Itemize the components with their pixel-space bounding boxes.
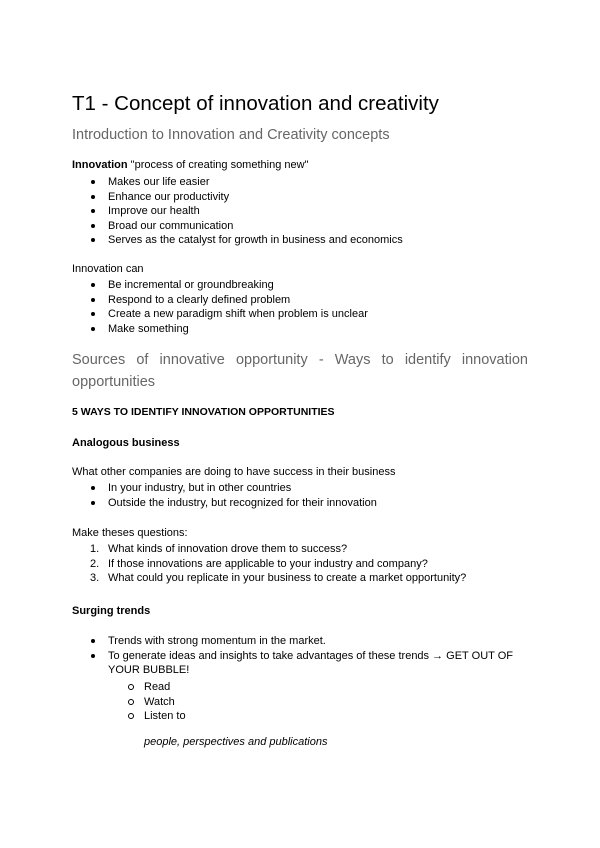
surging-bullets xyxy=(72,634,528,678)
innovation-benefits-list xyxy=(72,175,403,248)
sources-heading: Sources of innovative opportunity - Ways to identify innovation opportunities xyxy=(72,352,528,390)
list-number: 2. xyxy=(90,557,100,570)
list-item: Watch xyxy=(126,695,186,710)
list-item: Serves as the catalyst for growth in business and economics xyxy=(72,233,403,248)
list-item: Respond to a clearly defined problem xyxy=(72,293,368,308)
list-number: 1. xyxy=(90,543,100,555)
list-number: 3. xyxy=(90,572,100,584)
surging-sub-list xyxy=(126,680,186,724)
section-subtitle: Introduction to Innovation and Creativity concepts xyxy=(72,127,390,143)
analogous-bullets xyxy=(72,481,377,510)
list-item xyxy=(72,557,466,572)
list-item: Improve our health xyxy=(72,204,403,219)
list-item: Trends with strong momentum in the market. xyxy=(72,634,528,649)
question-text: If those innovations are applicable to your industry and company? xyxy=(108,557,428,570)
list-item: Enhance our productivity xyxy=(72,190,403,205)
list-item: In your industry, but in other countries xyxy=(72,481,377,496)
list-item: Be incremental or groundbreaking xyxy=(72,278,368,293)
list-item: Read xyxy=(126,680,186,695)
list-item: Broad our communication xyxy=(72,219,403,234)
analogous-heading: Analogous business xyxy=(72,437,180,449)
innovation-definition xyxy=(72,158,308,173)
five-ways-heading: 5 WAYS TO IDENTIFY INNOVATION OPPORTUNITIES xyxy=(72,406,335,418)
innovation-can-label: Innovation can xyxy=(72,263,144,275)
analogous-intro: What other companies are doing to have success in their business xyxy=(72,466,396,478)
list-item xyxy=(72,542,466,557)
innovation-can-list xyxy=(72,278,368,336)
surging-heading: Surging trends xyxy=(72,605,151,617)
list-item: Make something xyxy=(72,322,368,337)
innovation-term: Innovation xyxy=(72,159,128,171)
document-title: T1 - Concept of innovation and creativity xyxy=(72,92,439,115)
list-item: To generate ideas and insights to take advantages of these trends → GET OUT OF YOUR BUBBLE! xyxy=(72,649,528,678)
question-text: What could you replicate in your business to create a market opportunity? xyxy=(108,572,467,584)
list-item: Create a new paradigm shift when problem is unclear xyxy=(72,307,368,322)
list-item: Makes our life easier xyxy=(72,175,403,190)
list-item xyxy=(72,571,466,586)
questions-label: Make theses questions: xyxy=(72,527,188,539)
questions-list xyxy=(72,542,466,586)
list-item: Outside the industry, but recognized for their innovation xyxy=(72,496,377,511)
surging-note: people, perspectives and publications xyxy=(144,736,328,748)
innovation-definition-text: "process of creating something new" xyxy=(127,159,309,171)
list-item: Listen to xyxy=(126,709,186,724)
question-text: What kinds of innovation drove them to success? xyxy=(108,543,348,555)
